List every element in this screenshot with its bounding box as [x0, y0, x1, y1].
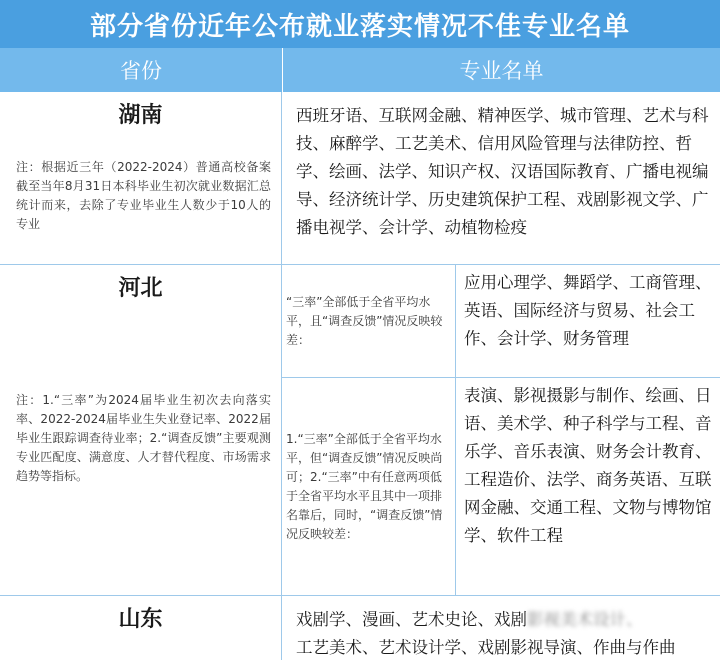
majors-list: 应用心理学、舞蹈学、工商管理、英语、国际经济与贸易、社会工作、会计学、财务管理: [464, 273, 712, 348]
province-cell: [0, 92, 282, 264]
province-cell: [0, 265, 282, 595]
majors-visible: 戏剧学、漫画、艺术史论、戏剧: [296, 610, 527, 629]
majors-cell: [282, 92, 720, 264]
condition-text: 1.“三率”全部低于全省平均水平，但“调查反馈”情况反映尚可；2.“三率”中有任意两项低于全省平均水平且其中一项排名靠后，同时，“调查反馈”情况反映较差：: [282, 378, 456, 595]
province-cell: [0, 596, 282, 660]
majors-line2: 工艺美术、艺术设计学、戏剧影视导演、作曲与作曲: [296, 638, 676, 657]
table-row-shandong: [0, 596, 720, 660]
majors-list: 西班牙语、互联网金融、精神医学、城市管理、艺术与科技、麻醉学、工艺美术、信用风险管理与法律防控、哲学、绘画、法学、知识产权、汉语国际教育、广播电视编导、经济统计学、历史建筑保护工程、戏剧影视文学、广播电视学、会计学、动植物检疫: [296, 106, 709, 237]
majors-cell: [282, 596, 720, 660]
province-name: 河北: [118, 276, 163, 301]
province-note: 注：1.“三率”为2024届毕业生初次去向落实率、2022-2024届毕业生失业登记率、2022届毕业生跟踪调查待业率；2.“调查反馈”主要观测专业匹配度、满意度、人才替代程度、市场需求趋势等指标。: [16, 393, 271, 483]
table-row-hebei: [0, 265, 720, 596]
table-row-hunan: [0, 92, 720, 265]
condition-group: [282, 377, 720, 595]
majors-list: 表演、影视摄影与制作、绘画、日语、美术学、种子科学与工程、音乐学、音乐表演、财务会计教育、工程造价、法学、商务英语、互联网金融、交通工程、文物与博物馆学、软件工程: [464, 386, 712, 545]
province-note: 注：根据近三年（2022-2024）普通高校备案截至当年8月31日本科毕业生初次就业数据汇总统计而来，去除了专业毕业生人数少于10人的专业: [16, 160, 271, 231]
majors-blurred: 影视美术设计、: [527, 610, 643, 629]
table-header: [0, 48, 720, 92]
majors-cell: [282, 265, 720, 595]
province-name: 山东: [118, 607, 163, 632]
condition-group: [282, 265, 720, 377]
province-name: 湖南: [118, 103, 163, 128]
condition-text: “三率”全部低于全省平均水平，且“调查反馈”情况反映较差：: [282, 265, 456, 377]
header-majors: 专业名单: [459, 59, 544, 83]
page-title: 部分省份近年公布就业落实情况不佳专业名单: [0, 0, 720, 48]
header-province: 省份: [0, 48, 283, 92]
majors-list: [282, 596, 720, 660]
